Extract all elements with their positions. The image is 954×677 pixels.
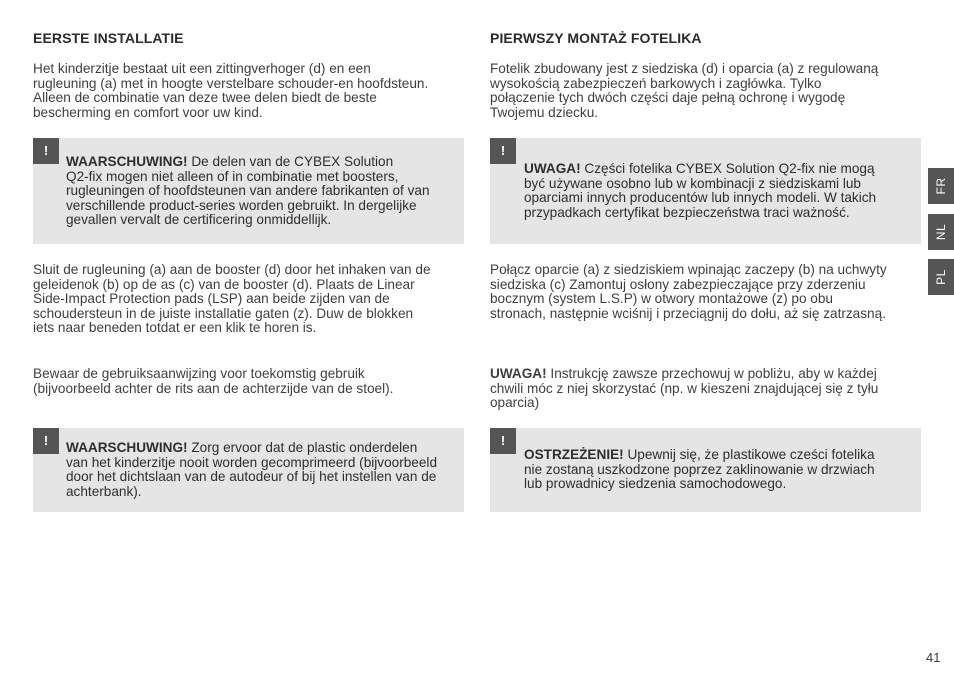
page-number: 41 xyxy=(926,650,941,665)
pl-warning-1-body: Części fotelika CYBEX Solution Q2-fix nie mogą być używane osobno lub w kombinacji z siedziskami lub oparciami innych producentów lub innych modeli. W takich przypadkach certyfikat bezpieczeństwa traci ważność. xyxy=(524,161,877,220)
pl-instructions-paragraph: Połącz oparcie (a) z siedziskiem wpinając zaczepy (b) na uchwyty siedziska (c) Zamontuj osłony zabezpieczające przy zderzeniu bocznym (system L.S.P) w otwory montażowe (z) po obu stronach, następnie wciśnij i przeciągnij do dołu, aż się zatrzasną. xyxy=(490,262,887,321)
pl-storage-label: UWAGA! xyxy=(490,366,547,381)
language-tab-label: FR xyxy=(934,177,948,195)
pl-storage-body: Instrukcję zawsze przechowuj w pobliżu, aby w każdej chwili móc z niej skorzystać (np. w kieszeni znajdującej się z tyłu oparcia) xyxy=(490,366,879,411)
exclamation-icon: ! xyxy=(33,428,59,454)
language-tab-label: NL xyxy=(934,223,948,241)
pl-storage-paragraph xyxy=(490,367,926,411)
pl-warning-2-label: OSTRZEŻENIE! xyxy=(524,447,624,462)
nl-warning-2-label: WAARSCHUWING! xyxy=(66,440,188,455)
nl-storage-paragraph: Bewaar de gebruiksaanwijzing voor toekomstig gebruik (bijvoorbeeld achter de rits aan de achterzijde van de stoel). xyxy=(33,366,394,396)
exclamation-icon: ! xyxy=(33,138,59,164)
pl-warning-box-1 xyxy=(490,138,921,244)
nl-warning-box-2 xyxy=(33,428,464,512)
exclamation-icon: ! xyxy=(490,138,516,164)
language-tab-nl xyxy=(928,214,954,250)
language-tab-fr xyxy=(928,168,954,204)
nl-intro-paragraph: Het kinderzitje bestaat uit een zittingverhoger (d) en een rugleuning (a) met in hoogte verstelbare schouder-en hoofdsteun. Alleen de combinatie van deze twee delen biedt de beste bescherming en comfort voor uw kind. xyxy=(33,61,429,120)
nl-heading: EERSTE INSTALLATIE xyxy=(33,30,184,46)
language-tab-label: PL xyxy=(934,269,948,285)
pl-heading: PIERWSZY MONTAŻ FOTELIKA xyxy=(490,30,702,46)
nl-warning-box-1 xyxy=(33,138,464,244)
exclamation-icon: ! xyxy=(490,428,516,454)
pl-warning-2-body: Upewnij się, że plastikowe cześci fotelika nie zostaną uszkodzone poprzez zaklinowanie w drzwiach lub prowadnicy siedzenia samochodowego. xyxy=(524,447,875,492)
pl-warning-2-text xyxy=(524,448,914,492)
nl-warning-2-text xyxy=(66,441,458,499)
nl-warning-1-text xyxy=(66,155,458,228)
nl-instructions-paragraph: Sluit de rugleuning (a) aan de booster (d) door het inhaken van de geleidenok (b) op de as (c) van de booster (d). Plaats de Linear Side-Impact Protection pads (LSP) aan beide zijden van de schoudersteun in de juiste installatie gaten (z). Duw de blokken iets naar beneden totdat er een klik te horen is. xyxy=(33,262,431,336)
pl-warning-1-label: UWAGA! xyxy=(524,161,581,176)
nl-warning-2-body: Zorg ervoor dat de plastic onderdelen van het kinderzitje nooit worden gecomprimeerd (bijvoorbeeld door het dichtslaan van de autodeur of bij het instellen van de achterbank). xyxy=(66,440,438,499)
pl-warning-box-2 xyxy=(490,428,921,512)
language-tab-pl xyxy=(928,259,954,295)
pl-intro-paragraph: Fotelik zbudowany jest z siedziska (d) i oparcia (a) z regulowaną wysokością zabezpieczeń barkowych i zagłówka. Tylko połączenie tych dwóch części daje pełną ochronę i wygodę Twojemu dziecku. xyxy=(490,61,879,120)
nl-warning-1-body: De delen van de CYBEX Solution Q2-fix mogen niet alleen of in combinatie met boosters, rugleuningen of hoofdsteunen van andere fabrikanten of van verschillende product-series worden gebruikt. In dergelijke gevallen vervalt de certificering onmiddellijk. xyxy=(66,154,430,228)
nl-warning-1-label: WAARSCHUWING! xyxy=(66,154,188,169)
pl-warning-1-text xyxy=(524,162,914,220)
